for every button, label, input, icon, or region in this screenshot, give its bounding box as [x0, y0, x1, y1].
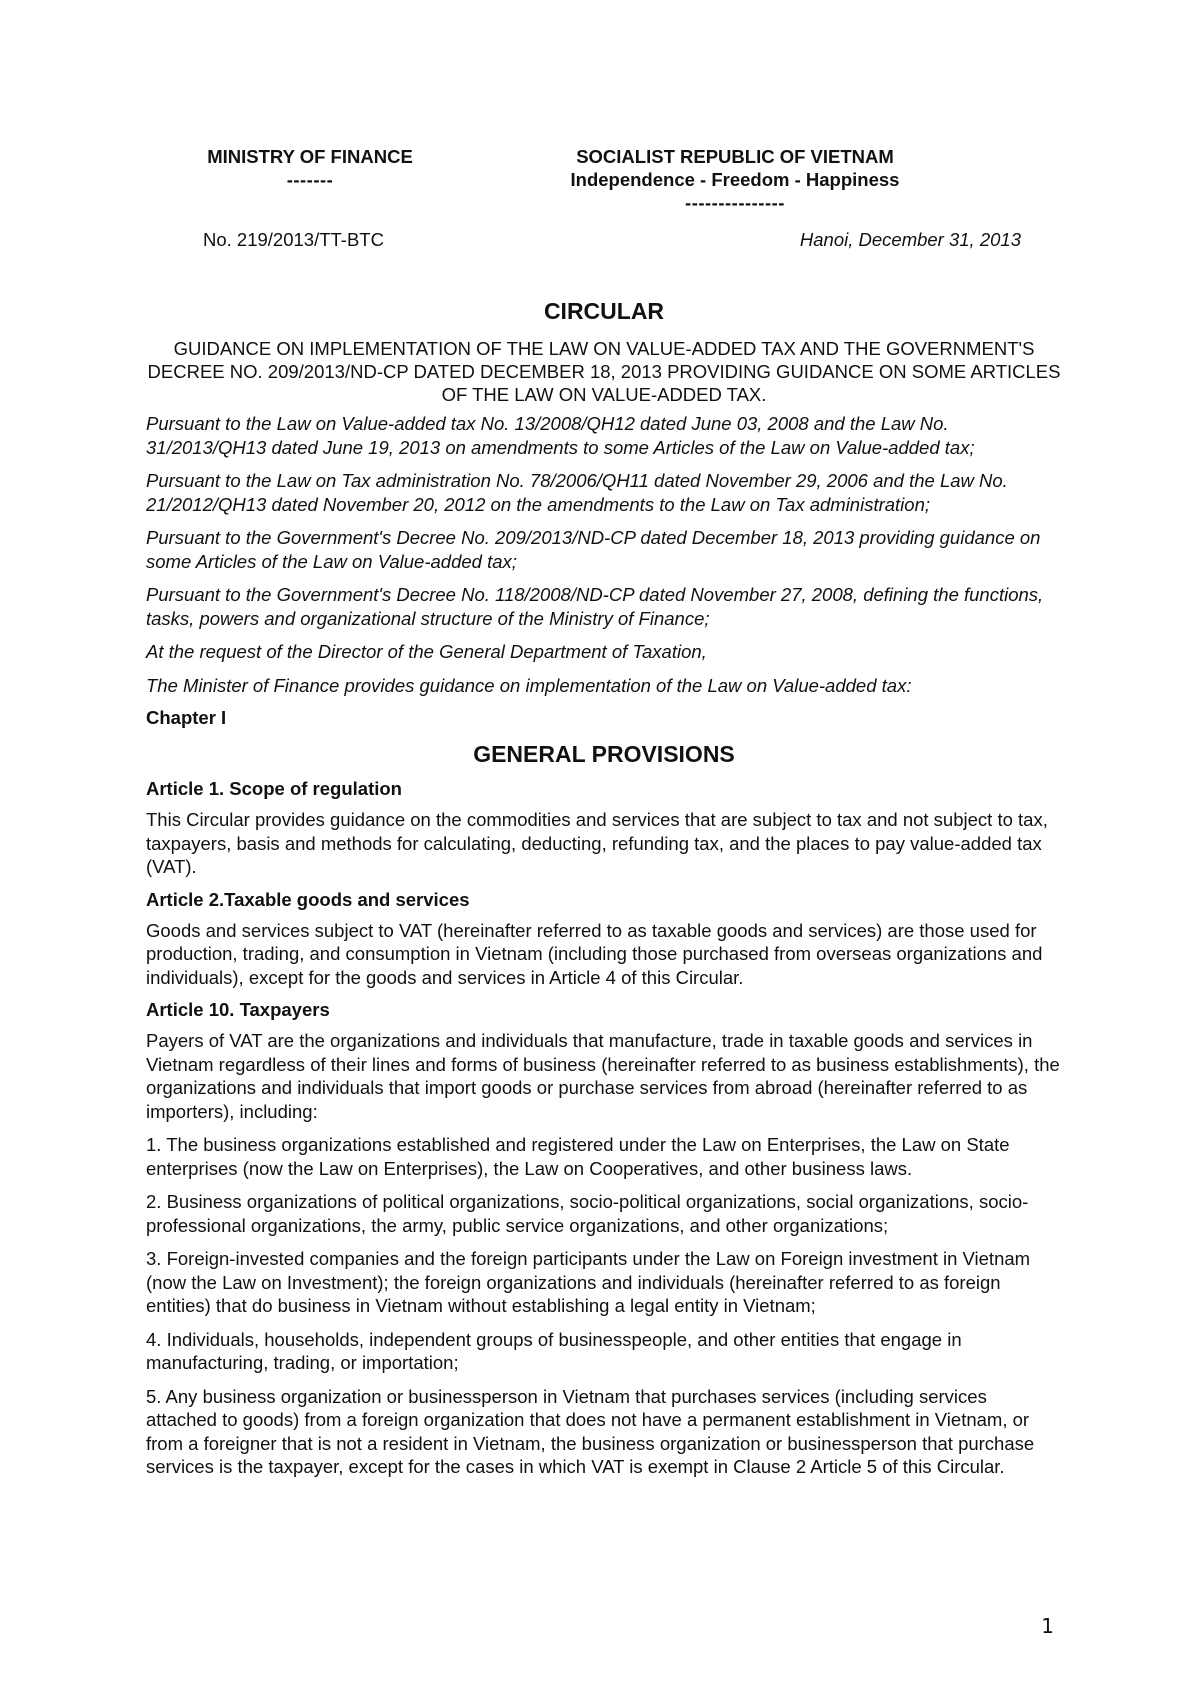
preamble-paragraph: Pursuant to the Government's Decree No. 118/2008/ND-CP dated November 27, 2008, defining the functions, tasks, powers and organizational structure of the Ministry of Finance; — [146, 584, 1044, 629]
article-clause: 1. The business organizations established and registered under the Law on Enterprises, the Law on State enterprises (now the Law on Enterprises), the Law on Cooperatives, and other business laws. — [146, 1134, 1010, 1179]
preamble-paragraph: The Minister of Finance provides guidance on implementation of the Law on Value-added tax: — [146, 674, 912, 696]
article-1 — [146, 778, 1062, 879]
article-10 — [146, 999, 1062, 1479]
article-heading: Article 2.Taxable goods and services — [146, 888, 470, 910]
page-number: 1 — [1041, 1614, 1054, 1638]
preamble — [146, 412, 1062, 697]
preamble-paragraph: Pursuant to the Government's Decree No. 209/2013/ND-CP dated December 18, 2013 providing guidance on some Articles of the Law on Value-added tax; — [146, 527, 1041, 572]
state-motto-block — [535, 145, 935, 214]
article-clause: 2. Business organizations of political organizations, socio-political organizations, social organizations, socio-professional organizations, the army, public service organizations, and other organizations; — [146, 1191, 1029, 1236]
preamble-paragraph: Pursuant to the Law on Tax administration No. 78/2006/QH11 dated November 29, 2006 and the Law No. 21/2012/QH13 dated November 20, 2012 on the amendments to the Law on Tax administration; — [146, 470, 1008, 515]
document-body — [146, 298, 1062, 1489]
document-subtitle: GUIDANCE ON IMPLEMENTATION OF THE LAW ON VALUE-ADDED TAX AND THE GOVERNMENT'S DECREE NO. 209/2013/ND-CP DATED DECEMBER 18, 2013 PROVIDING GUIDANCE ON SOME ARTICLES OF THE LAW ON VALUE-ADDED TAX. — [147, 338, 1061, 405]
article-clause: 3. Foreign-invested companies and the foreign participants under the Law on Foreign investment in Vietnam (now the Law on Investment); the foreign organizations and individuals (hereinafter referred to as foreign entities) that do business in Vietnam without establishing a legal entity in Vietnam; — [146, 1248, 1031, 1316]
article-clause: 4. Individuals, households, independent groups of businesspeople, and other entities that engage in manufacturing, trading, or importation; — [146, 1328, 962, 1373]
article-heading: Article 1. Scope of regulation — [146, 778, 402, 799]
ministry-rule: ------- — [286, 169, 334, 190]
republic-rule: --------------- — [685, 192, 785, 213]
issuing-authority-block — [160, 145, 460, 191]
article-paragraph: This Circular provides guidance on the commodities and services that are subject to tax and not subject to tax, taxpayers, basis and methods for calculating, deducting, refunding tax, and the places to pay value-added tax (VAT). — [146, 809, 1048, 877]
place-and-date: Hanoi, December 31, 2013 — [799, 229, 1021, 250]
document-title: CIRCULAR — [543, 298, 665, 324]
national-motto: Independence - Freedom - Happiness — [570, 169, 900, 190]
republic-name: SOCIALIST REPUBLIC OF VIETNAM — [576, 146, 894, 167]
chapter-label: Chapter I — [146, 707, 227, 728]
preamble-paragraph: At the request of the Director of the General Department of Taxation, — [146, 641, 707, 662]
ministry-name: MINISTRY OF FINANCE — [207, 146, 413, 167]
article-2 — [146, 889, 1062, 990]
article-paragraph: Payers of VAT are the organizations and individuals that manufacture, trade in taxable goods and services in Vietnam regardless of their lines and forms of business (hereinafter referred to as business establishments), the organizations and individuals that import goods or purchase services from abroad (hereinafter referred to as importers), including: — [146, 1030, 1060, 1122]
chapter-title: GENERAL PROVISIONS — [473, 741, 735, 767]
article-paragraph: Goods and services subject to VAT (hereinafter referred to as taxable goods and services) are those used for production, trading, and consumption in Vietnam (including those purchased from overseas organizations and individuals), except for the goods and services in Article 4 of this Circular. — [146, 919, 1043, 988]
article-heading: Article 10. Taxpayers — [146, 999, 330, 1020]
article-clause: 5. Any business organization or businessperson in Vietnam that purchases services (including services attached to goods) from a foreign organization that does not have a permanent establishment in Vietnam, or from a foreigner that is not a resident in Vietnam, the business organization or businessperson that purchase services is the taxpayer, except for the cases in which VAT is exempt in Clause 2 Article 5 of this Circular. — [146, 1385, 1035, 1477]
preamble-paragraph: Pursuant to the Law on Value-added tax No. 13/2008/QH12 dated June 03, 2008 and the Law No. 31/2013/QH13 dated June 19, 2013 on amendments to some Articles of the Law on Value-added tax; — [146, 413, 975, 458]
document-number: No. 219/2013/TT-BTC — [203, 229, 384, 250]
